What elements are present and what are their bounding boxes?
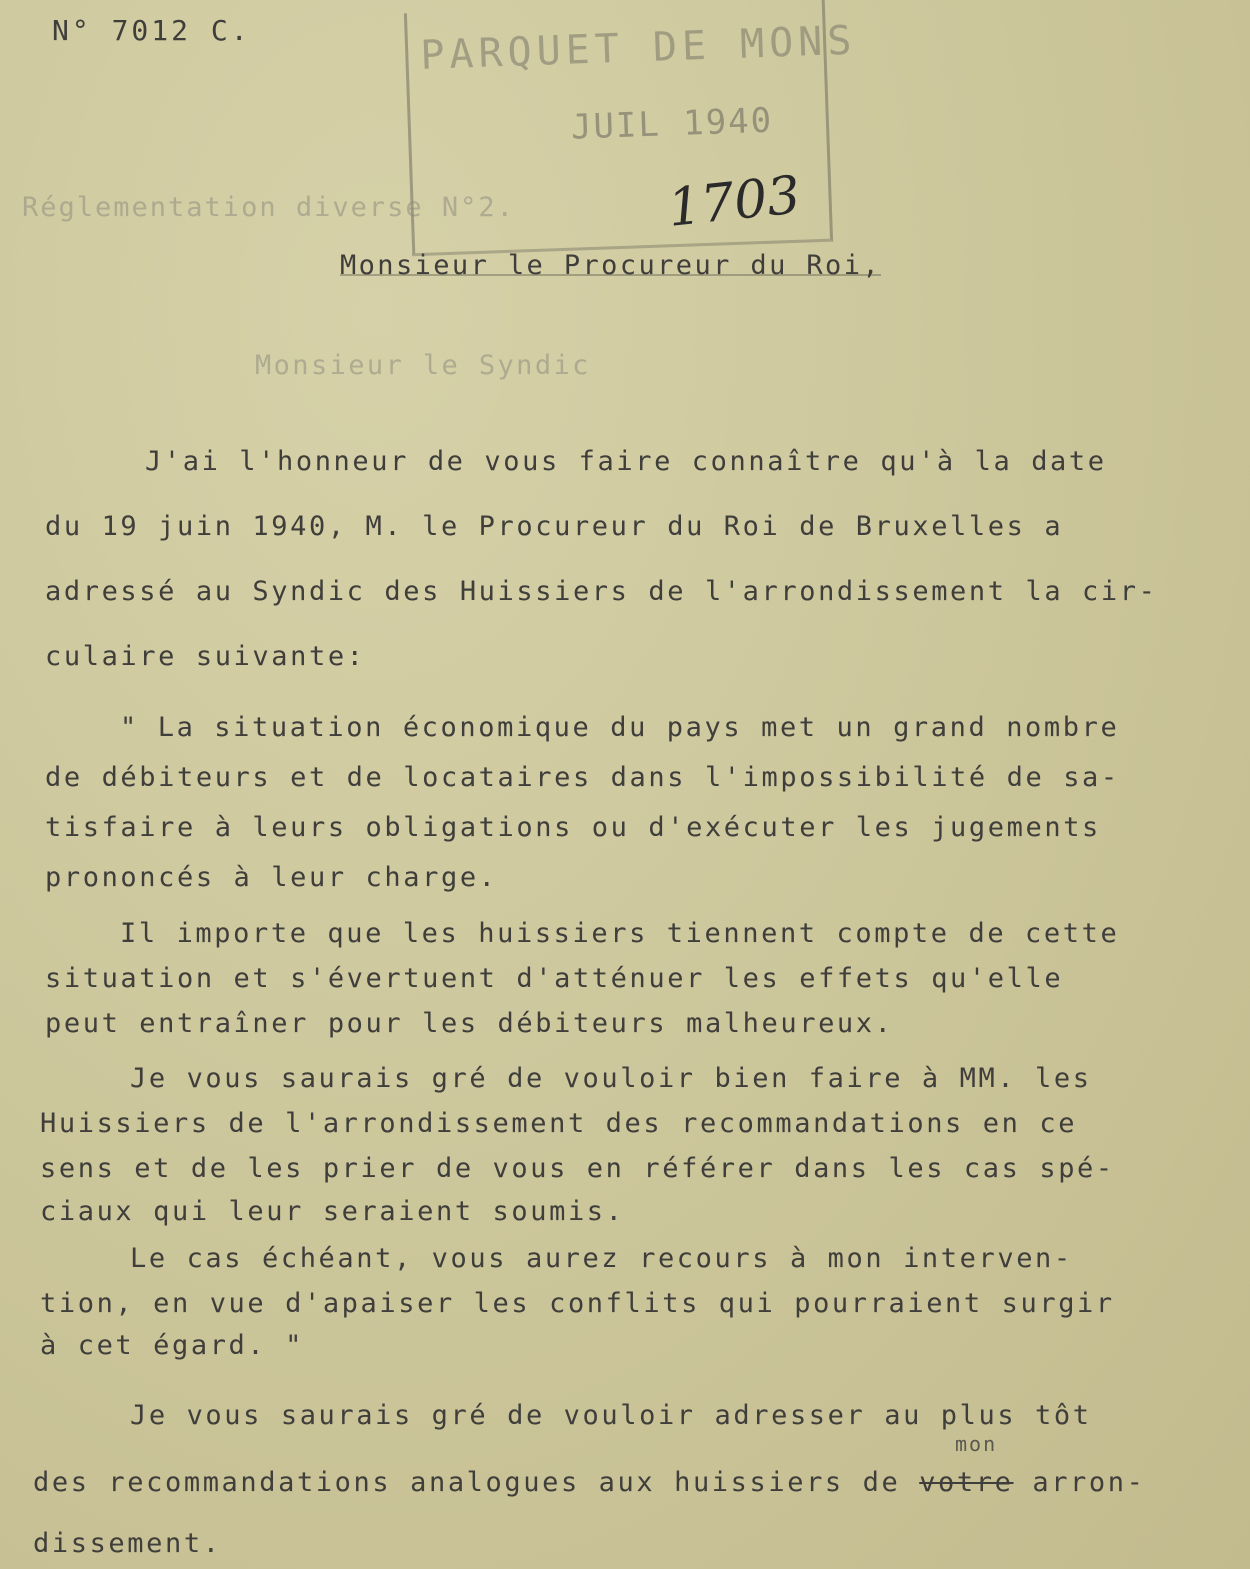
regulation-line: Réglementation diverse N°2. xyxy=(22,192,515,223)
quote-line: sens et de les prier de vous en référer dans les cas spé- xyxy=(40,1153,1115,1184)
quote-line: à cet égard. " xyxy=(40,1330,304,1361)
quote-line: Je vous saurais gré de vouloir bien faire à MM. les xyxy=(130,1063,1092,1094)
quote-line: de débiteurs et de locataires dans l'impossibilité de sa- xyxy=(45,762,1120,793)
reference-number: N° 7012 C. xyxy=(52,14,251,47)
salutation-faded: Monsieur le Syndic xyxy=(255,350,591,381)
quote-line: " La situation économique du pays met un grand nombre xyxy=(120,712,1120,743)
final-line: dissement. xyxy=(33,1528,222,1559)
quote-line: peut entraîner pour les débiteurs malheureux. xyxy=(45,1008,894,1039)
quote-line: prononcés à leur charge. xyxy=(45,862,498,893)
handwritten-insertion: mon xyxy=(955,1432,998,1456)
stamp-date: JUIL 1940 xyxy=(570,100,774,148)
quote-line: Il importe que les huissiers tiennent compte de cette xyxy=(120,918,1120,949)
final-line: Je vous saurais gré de vouloir adresser au plus tôt xyxy=(130,1400,1092,1431)
struck-word: votre xyxy=(919,1467,1014,1498)
quote-line: tion, en vue d'apaiser les conflits qui pourraient surgir xyxy=(40,1288,1115,1319)
intro-line: J'ai l'honneur de vous faire connaître qu'à la date xyxy=(145,446,1107,477)
final-line xyxy=(33,1467,1145,1498)
quote-line: situation et s'évertuent d'atténuer les effets qu'elle xyxy=(45,963,1064,994)
intro-line: du 19 juin 1940, M. le Procureur du Roi de Bruxelles a xyxy=(45,511,1064,542)
salutation-primary: Monsieur le Procureur du Roi, xyxy=(340,250,882,281)
quote-line: ciaux qui leur seraient soumis. xyxy=(40,1196,625,1227)
quote-line: Le cas échéant, vous aurez recours à mon interven- xyxy=(130,1243,1073,1274)
final-line-start: des recommandations analogues aux huissiers de xyxy=(33,1467,920,1498)
intro-line: culaire suivante: xyxy=(45,641,366,672)
final-line-end: arron- xyxy=(1013,1467,1146,1498)
stamp-title: PARQUET DE MONS xyxy=(419,17,858,79)
quote-line: tisfaire à leurs obligations ou d'exécuter les jugements xyxy=(45,812,1101,843)
handwritten-number: 1703 xyxy=(665,165,804,239)
quote-line: Huissiers de l'arrondissement des recommandations en ce xyxy=(40,1108,1078,1139)
intro-line: adressé au Syndic des Huissiers de l'arrondissement la cir- xyxy=(45,576,1158,607)
